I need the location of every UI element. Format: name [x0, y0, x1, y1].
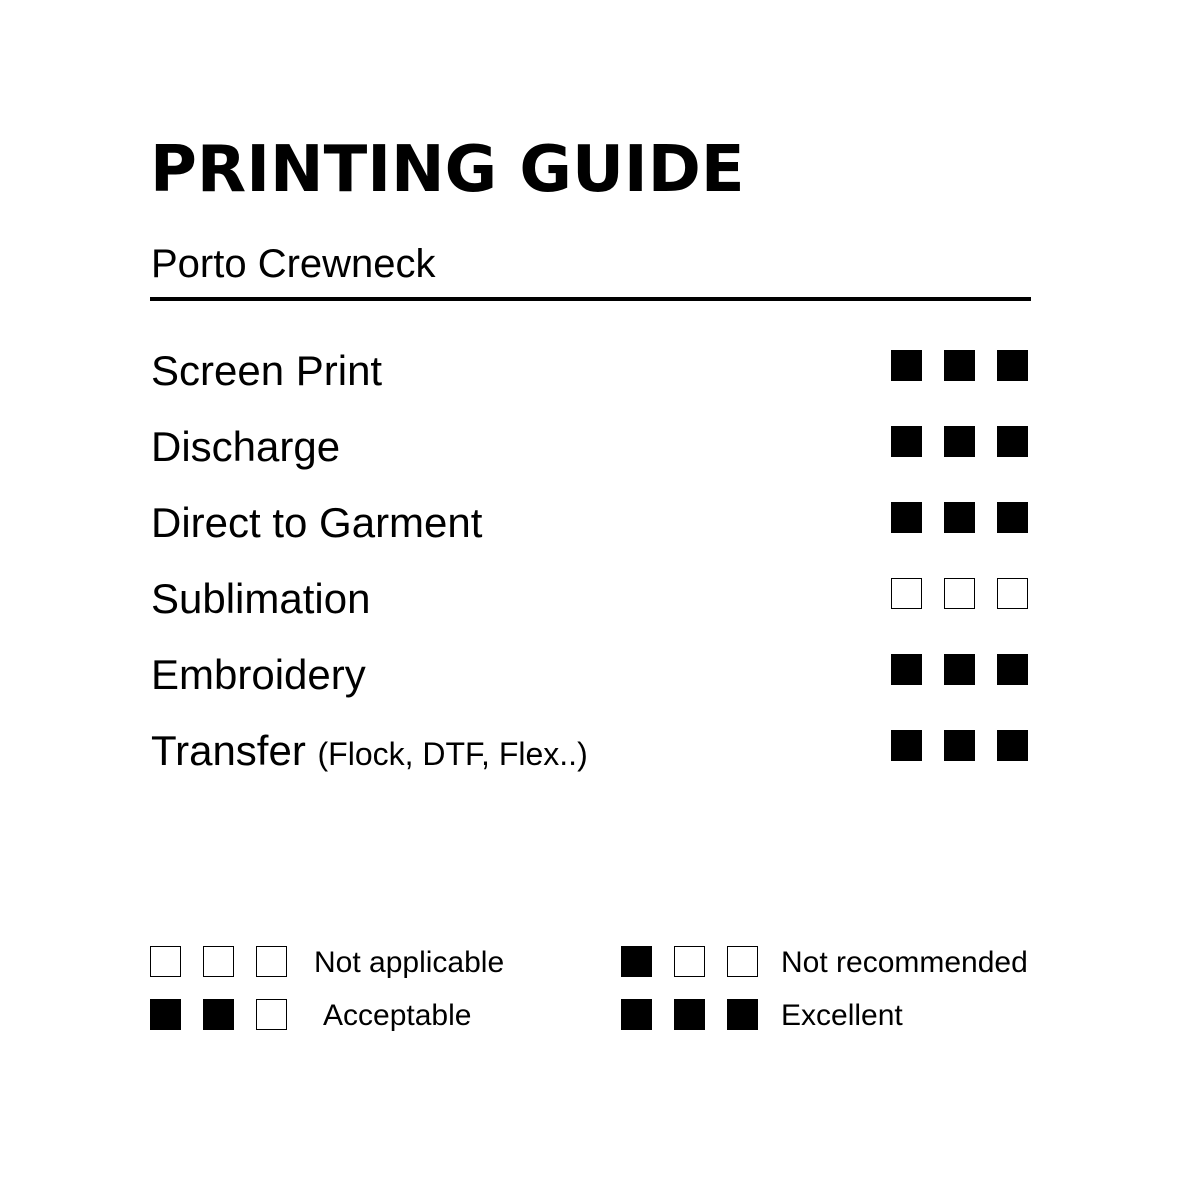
method-row-direct-to-garment [0, 499, 1181, 562]
legend-item-acceptable [150, 999, 650, 1035]
method-label: Embroidery [151, 651, 366, 698]
legend-label: Not applicable [314, 946, 505, 979]
method-label: Sublimation [151, 575, 371, 622]
empty-square-icon [203, 946, 234, 977]
page-title: PRINTING GUIDE [150, 133, 745, 207]
filled-square-icon [621, 946, 652, 977]
filled-square-icon [944, 426, 975, 457]
filled-square-icon [997, 350, 1028, 381]
filled-square-icon [997, 730, 1028, 761]
filled-square-icon [891, 350, 922, 381]
legend-label: Acceptable [323, 999, 472, 1032]
method-label: Screen Print [151, 347, 383, 394]
filled-square-icon [891, 654, 922, 685]
legend-label: Not recommended [781, 946, 1028, 979]
filled-square-icon [997, 502, 1028, 533]
method-row-sublimation [0, 575, 1181, 638]
empty-square-icon [256, 946, 287, 977]
filled-square-icon [891, 502, 922, 533]
method-label: Discharge [151, 423, 341, 470]
empty-square-icon [256, 999, 287, 1030]
legend-label: Excellent [781, 999, 903, 1032]
legend-item-not-applicable [150, 946, 650, 982]
legend-item-excellent [621, 999, 1121, 1035]
header-divider [150, 297, 1031, 301]
product-name: Porto Crewneck [151, 242, 436, 286]
filled-square-icon [997, 426, 1028, 457]
empty-square-icon [150, 946, 181, 977]
filled-square-icon [674, 999, 705, 1030]
method-label: Transfer (Flock, DTF, Flex..) [151, 727, 588, 774]
legend-item-not-recommended [621, 946, 1121, 982]
method-row-embroidery [0, 651, 1181, 714]
filled-square-icon [944, 654, 975, 685]
filled-square-icon [891, 426, 922, 457]
filled-square-icon [621, 999, 652, 1030]
method-note: (Flock, DTF, Flex..) [317, 736, 588, 772]
filled-square-icon [891, 730, 922, 761]
method-row-discharge [0, 423, 1181, 486]
method-row-screen-print [0, 347, 1181, 410]
filled-square-icon [997, 654, 1028, 685]
filled-square-icon [944, 502, 975, 533]
method-label: Direct to Garment [151, 499, 483, 546]
filled-square-icon [727, 999, 758, 1030]
empty-square-icon [674, 946, 705, 977]
filled-square-icon [203, 999, 234, 1030]
empty-square-icon [944, 578, 975, 609]
filled-square-icon [150, 999, 181, 1030]
filled-square-icon [944, 730, 975, 761]
method-row-transfer [0, 727, 1181, 790]
empty-square-icon [891, 578, 922, 609]
empty-square-icon [727, 946, 758, 977]
filled-square-icon [944, 350, 975, 381]
empty-square-icon [997, 578, 1028, 609]
